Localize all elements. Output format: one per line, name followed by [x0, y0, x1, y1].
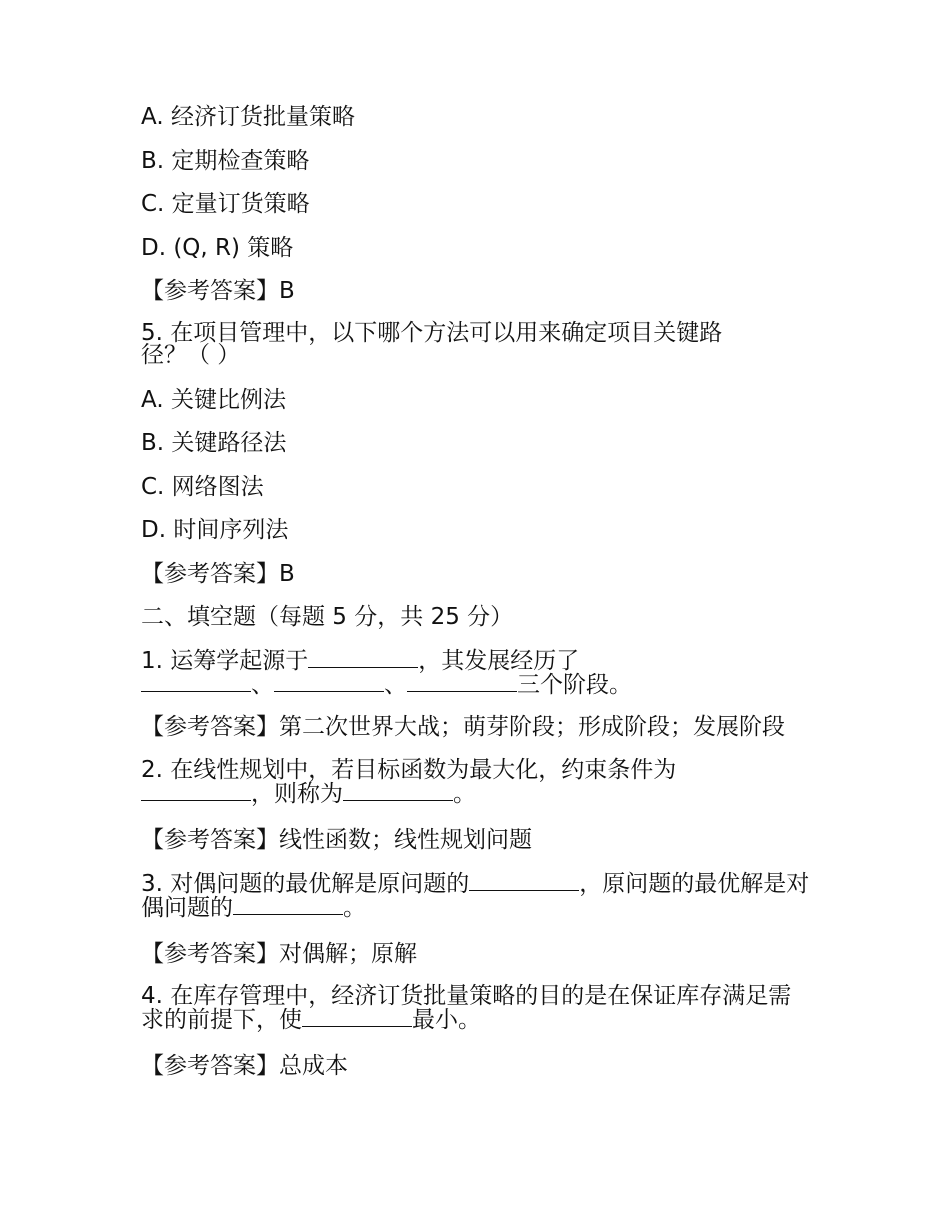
- blank-field: [407, 672, 517, 692]
- blank-field: [308, 648, 418, 668]
- fill-answer-4: 【参考答案】总成本: [141, 1052, 348, 1079]
- answer-q4: 【参考答案】B: [141, 278, 295, 304]
- blank-field: [302, 1007, 412, 1027]
- blank-field: [343, 781, 453, 801]
- fill-question-1: [141, 648, 661, 696]
- option-c: C. 定量订货策略: [141, 191, 310, 217]
- fill-answer-1: 【参考答案】第二次世界大战；萌芽阶段；形成阶段；发展阶段: [141, 713, 785, 740]
- fill-3-text-a: 3. 对偶问题的最优解是原问题的: [141, 870, 470, 897]
- blank-field: [141, 781, 251, 801]
- option-d: D. (Q, R) 策略: [141, 234, 294, 261]
- option-d: D. 时间序列法: [141, 517, 289, 543]
- fill-2-text-c: 。: [453, 780, 476, 807]
- fill-1-text-d: 、: [384, 671, 407, 698]
- fill-question-3: [141, 871, 811, 919]
- option-b: B. 关键路径法: [141, 430, 287, 456]
- section-title: 二、填空题（每题 5 分，共 25 分）: [141, 604, 514, 630]
- fill-3-text-b: ，原问题的最优解是对偶问题的: [141, 870, 810, 921]
- fill-4-text-b: 最小。: [412, 1006, 481, 1033]
- fill-3-text-c: 。: [343, 894, 366, 921]
- fill-2-text-b: ，则称为: [251, 780, 343, 807]
- question-5: 5. 在项目管理中，以下哪个方法可以用来确定项目关键路径？（ ）: [141, 319, 723, 368]
- blank-field: [141, 672, 251, 692]
- fill-2-text-a: 2. 在线性规划中，若目标函数为最大化，约束条件为: [141, 756, 677, 783]
- option-a: A. 经济订货批量策略: [141, 104, 355, 130]
- option-a: A. 关键比例法: [141, 386, 286, 413]
- fill-1-text-a: 1. 运筹学起源于: [141, 647, 309, 674]
- blank-field: [469, 871, 579, 891]
- fill-4-text-a: 4. 在库存管理中，经济订货批量策略的目的是在保证库存满足需求的前提下，使: [141, 982, 792, 1033]
- blank-field: [274, 672, 384, 692]
- fill-1-text-b: ，其发展经历了: [418, 647, 580, 674]
- option-c: C. 网络图法: [141, 473, 264, 500]
- fill-question-4: [141, 982, 801, 1033]
- document-content: [141, 104, 821, 1079]
- fill-1-text-e: 三个阶段。: [517, 671, 632, 698]
- blank-field: [233, 895, 343, 915]
- fill-question-2: [141, 756, 741, 807]
- answer-q5: 【参考答案】B: [141, 560, 295, 587]
- option-b: B. 定期检查策略: [141, 147, 310, 174]
- fill-answer-3: 【参考答案】对偶解；原解: [141, 940, 417, 967]
- fill-answer-2: 【参考答案】线性函数；线性规划问题: [141, 826, 532, 853]
- fill-1-text-c: 、: [251, 671, 274, 698]
